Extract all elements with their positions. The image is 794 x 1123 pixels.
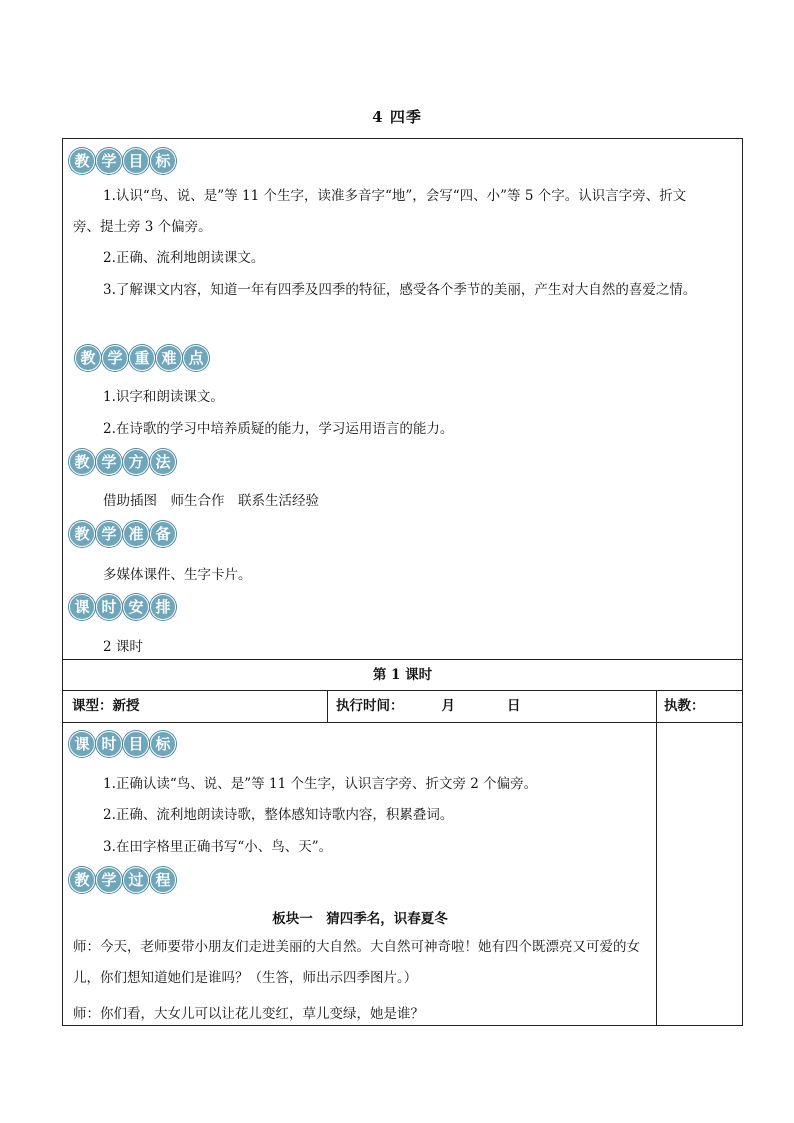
- preparation-badge: [69, 520, 176, 547]
- teacher-cell: 执教：: [664, 698, 705, 714]
- badge-char: 学: [96, 449, 122, 475]
- lesson-heading: 第 1 课时: [62, 659, 743, 691]
- plan-overview-box: [62, 138, 743, 660]
- goals-badge: [69, 147, 176, 174]
- process-badge: [69, 866, 176, 893]
- execution-time-cell: [328, 691, 657, 722]
- lesson-type-cell: 课型：新授: [63, 691, 328, 722]
- badge-char: 学: [96, 867, 122, 893]
- badge-char: 点: [183, 345, 209, 371]
- badge-char: 学: [96, 148, 122, 174]
- goal-item-3: 3.了解课文内容，知道一年有四季及四季的特征，感受各个季节的美丽，产生对大自然的喜爱之情。: [103, 282, 697, 298]
- badge-char: 学: [102, 345, 128, 371]
- lesson-goals-badge: [69, 730, 176, 757]
- badge-char: 学: [96, 521, 122, 547]
- dialog-line-1: 师：今天，老师要带小朋友们走进美丽的大自然。大自然可神奇啦！她有四个既漂亮又可爱的女儿，你们想知道她们是谁吗？（生答，师出示四季图片。）: [73, 939, 640, 986]
- badge-char: 安: [123, 594, 149, 620]
- month-label: 月: [441, 698, 455, 714]
- schedule-text: 2 课时: [103, 639, 143, 655]
- badge-char: 教: [75, 345, 101, 371]
- methods-text: 借助插图 师生合作 联系生活经验: [103, 493, 319, 509]
- badge-char: 标: [150, 148, 176, 174]
- badge-char: 程: [150, 867, 176, 893]
- schedule-badge: [69, 593, 176, 620]
- execution-time-label: 执行时间：: [336, 698, 404, 714]
- dialog-line-2: 师：你们看，大女儿可以让花儿变红，草儿变绿，她是谁？: [73, 1006, 424, 1022]
- badge-char: 准: [123, 521, 149, 547]
- goal-item-2: 2.正确、流利地朗读课文。: [103, 250, 265, 266]
- key-point-1: 1.识字和朗读课文。: [103, 389, 224, 405]
- badge-char: 目: [123, 731, 149, 757]
- badge-char: 教: [69, 521, 95, 547]
- badge-char: 教: [69, 867, 95, 893]
- badge-char: 课: [69, 731, 95, 757]
- lesson-info-row: [62, 690, 743, 723]
- badge-char: 法: [150, 449, 176, 475]
- block-title: 板块一 猜四季名，识春夏冬: [272, 911, 448, 927]
- badge-char: 备: [150, 521, 176, 547]
- preparation-text: 多媒体课件、生字卡片。: [103, 567, 252, 583]
- badge-char: 时: [96, 731, 122, 757]
- badge-char: 重: [129, 345, 155, 371]
- badge-char: 过: [123, 867, 149, 893]
- badge-char: 课: [69, 594, 95, 620]
- badge-char: 难: [156, 345, 182, 371]
- badge-char: 方: [123, 449, 149, 475]
- day-label: 日: [507, 698, 521, 714]
- badge-char: 排: [150, 594, 176, 620]
- key-points-badge: [75, 344, 209, 371]
- badge-char: 教: [69, 449, 95, 475]
- lesson-goal-3: 3.在田字格里正确书写“小、鸟、天”。: [103, 839, 333, 855]
- goal-item-1: 1.认识“鸟、说、是”等 11 个生字，读准多音字“地”，会写“四、小”等 5 个字。认识言字旁、折文旁、提土旁 3 个偏旁。: [73, 188, 687, 235]
- page-title: 4 四季: [372, 108, 422, 126]
- badge-char: 教: [69, 148, 95, 174]
- methods-badge: [69, 448, 176, 475]
- notes-column: [656, 723, 657, 1025]
- badge-char: 目: [123, 148, 149, 174]
- badge-char: 时: [96, 594, 122, 620]
- key-point-2: 2.在诗歌的学习中培养质疑的能力，学习运用语言的能力。: [103, 421, 454, 437]
- badge-char: 标: [150, 731, 176, 757]
- lesson-goal-1: 1.正确认读“鸟、说、是”等 11 个生字，认识言字旁、折文旁 2 个偏旁。: [103, 776, 538, 792]
- lesson-body-box: [62, 722, 743, 1026]
- lesson-goal-2: 2.正确、流利地朗读诗歌，整体感知诗歌内容，积累叠词。: [103, 807, 454, 823]
